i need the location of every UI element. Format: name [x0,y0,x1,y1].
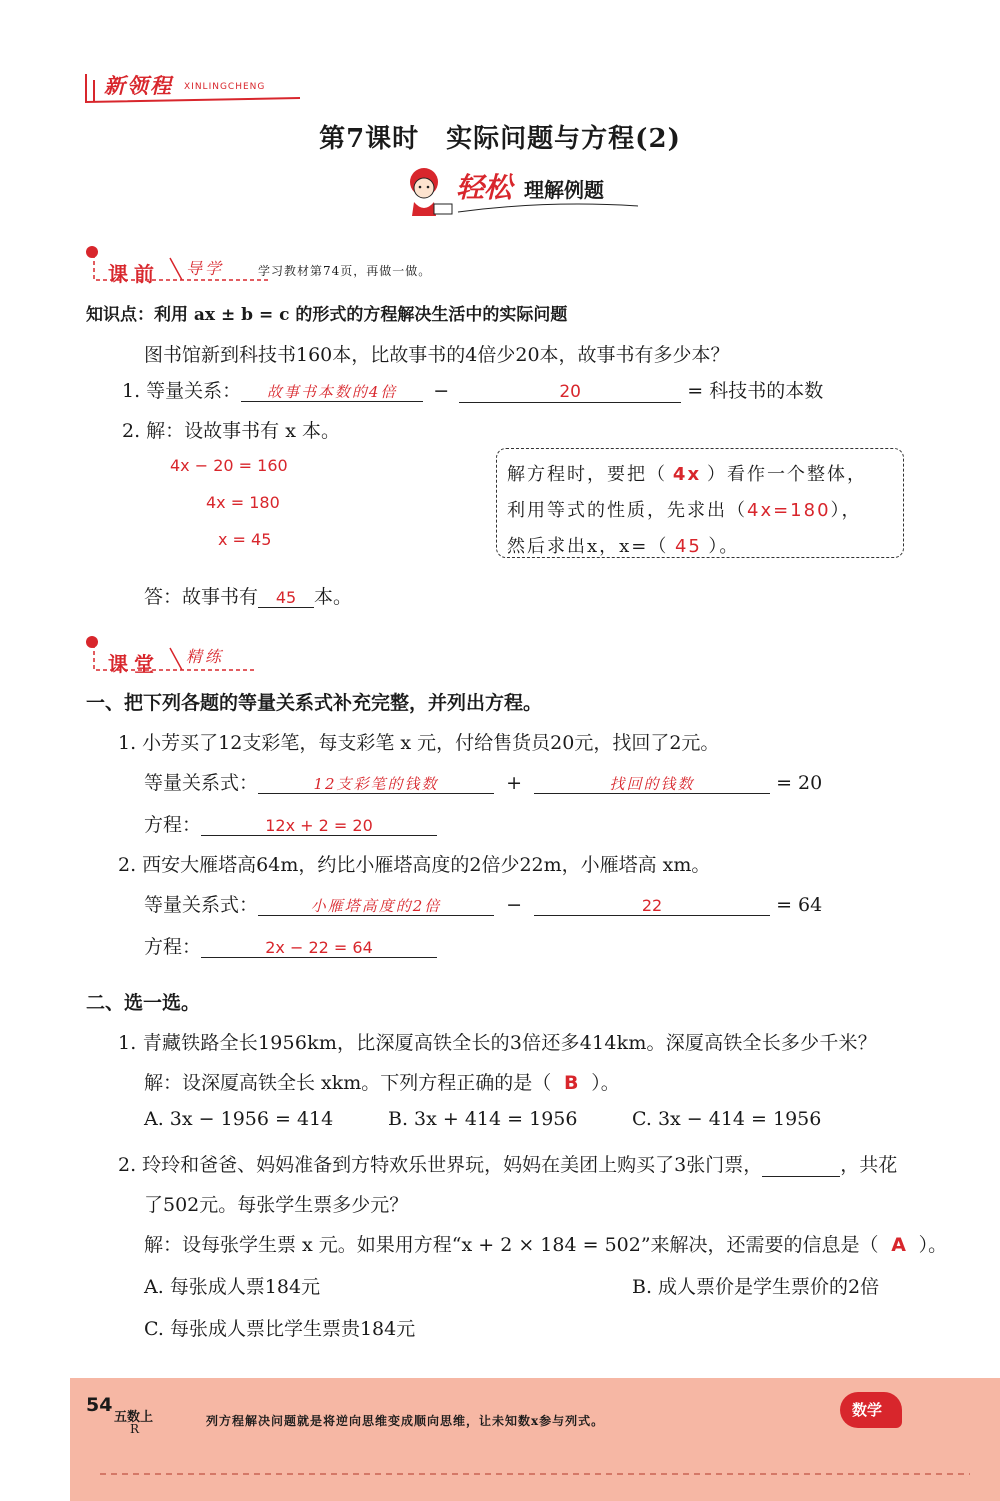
inclass-tag [86,636,386,676]
p2-eqn: 2x − 22 = 64 [201,939,437,958]
footer-edition: R [130,1422,140,1436]
q1-blank1: 故事书本数的4倍 [241,384,423,402]
c2-solve-suffix: ）。 [918,1234,948,1256]
p1-blank1: 12支彩笔的钱数 [258,776,494,794]
p2-eqn-label: 方程： [144,936,202,958]
banner-text: 理解例题 [524,178,604,202]
answer-suffix: 本。 [314,586,353,608]
preclass-instruction: 学习教材第74页，再做一做。 [258,264,432,278]
c2-option-b: B. 成人票价是学生票价的2倍 [632,1276,880,1298]
lesson-title: 第7课时 实际问题与方程(2) [319,124,681,154]
note-line-3: 然后求出x，x=（ 45 ）。 [507,529,893,565]
p2-equation [144,932,437,959]
footer-band [70,1378,1000,1501]
preclass-tag-sub: 导学 [186,259,225,278]
brand-pinyin: XINLINGCHENG [184,82,266,92]
p1-equation [144,810,437,837]
p2-blank1: 小雁塔高度的2倍 [258,898,494,916]
p1-relation [144,768,822,795]
preclass-q1 [122,376,823,403]
c2-text-1 [118,1150,897,1177]
knowledge-point [86,300,567,325]
c2-option-c: C. 每张成人票比学生票贵184元 [144,1318,416,1340]
step-1: 4x − 20 = 160 [170,456,288,475]
footer-grade: 五数上 [114,1410,154,1425]
p1-rel-label: 等量关系式： [144,772,259,794]
c2-line1: 2. 玲玲和爸爸、妈妈准备到方特欢乐世界玩，妈妈在美团上购买了3张门票， [118,1154,763,1176]
note-ans-1: 4x [672,464,702,485]
c1-answer: B [564,1072,579,1094]
p1-op: + [506,772,522,794]
p1-eq: = 20 [776,772,823,794]
brand-logo [80,68,310,108]
c2-text-2: 了502元。每张学生票多少元？ [144,1194,409,1216]
note-line-1: 解方程时，要把（ 4x ）看作一个整体， [507,457,893,493]
note-ans-2: 4x=180 [747,500,831,521]
p2-eq: = 64 [776,894,823,916]
c1-option-a: A. 3x − 1956 = 414 [144,1108,334,1130]
tip-note-box [496,448,904,558]
p2-op: − [506,894,522,916]
preclass-answer [144,582,352,609]
page-number: 54 [86,1394,113,1416]
p1-eqn-label: 方程： [144,814,202,836]
c1-option-c: C. 3x − 414 = 1956 [632,1108,822,1130]
p1-text: 1. 小芳买了12支彩笔，每支彩笔 x 元，付给售货员20元，找回了2元。 [118,732,720,754]
c2-line1-end: ，共花 [840,1154,898,1176]
inclass-tag-sub: 精练 [186,647,225,666]
q1-blank2: 20 [459,383,681,403]
p2-relation [144,890,822,917]
c2-blank [762,1155,840,1177]
q1-suffix: = 科技书的本数 [687,380,824,402]
p2-blank2: 22 [534,897,770,916]
preclass-problem: 图书馆新到科技书160本，比故事书的4倍少20本，故事书有多少本？ [144,344,730,366]
q1-prefix: 1. 等量关系： [122,380,242,402]
c2-solve-prefix: 解：设每张学生票 x 元。如果用方程“x + 2 × 184 = 502”来解决，还需要的信息是（ [144,1234,879,1256]
footer-corner-label: 数学 [852,1401,883,1419]
part2-title: 二、选一选。 [86,992,201,1014]
p1-eqn: 12x + 2 = 20 [201,817,437,836]
c1-solve [144,1068,620,1095]
knowledge-text: 利用 ax ± b = c 的形式的方程解决生活中的实际问题 [154,305,568,325]
c2-solve [144,1230,947,1257]
c1-solve-suffix: ）。 [591,1072,620,1094]
p2-text: 2. 西安大雁塔高64m，约比小雁塔高度的2倍少22m，小雁塔高 xm。 [118,854,711,876]
p1-blank2: 找回的钱数 [534,776,770,794]
inclass-tag-label: 课堂 [108,652,160,676]
answer-value: 45 [258,589,314,608]
brand-name: 新领程 [104,73,173,98]
knowledge-label: 知识点： [86,305,154,325]
c1-solve-prefix: 解：设深厦高铁全长 xkm。下列方程正确的是（ [144,1072,552,1094]
lesson-banner [398,164,648,220]
footer-corner-badge [840,1392,902,1428]
banner-bold: 轻松 [456,171,513,204]
note-ans-3: 45 [674,536,702,557]
answer-prefix: 答：故事书有 [144,586,259,608]
preclass-q2: 2. 解：设故事书有 x 本。 [122,420,340,442]
c2-answer: A [891,1234,906,1256]
part1-title: 一、把下列各题的等量关系式补充完整，并列出方程。 [86,692,543,714]
q1-op: − [433,380,450,402]
c1-option-b: B. 3x + 414 = 1956 [388,1108,578,1130]
preclass-tag-label: 课前 [108,262,160,286]
c1-text: 1. 青藏铁路全长1956km，比深厦高铁全长的3倍还多414km。深厦高铁全长多少千米？ [118,1032,877,1054]
step-2: 4x = 180 [206,493,280,512]
footer-tip: 列方程解决问题就是将逆向思维变成顺向思维，让未知数x参与列式。 [206,1414,605,1428]
preclass-tag [86,246,986,286]
step-3: x = 45 [218,530,272,549]
p2-rel-label: 等量关系式： [144,894,259,916]
banner-swoosh-icon [398,200,648,220]
note-line-2: 利用等式的性质，先求出（4x=180）， [507,493,893,529]
c2-option-a: A. 每张成人票184元 [144,1276,321,1298]
